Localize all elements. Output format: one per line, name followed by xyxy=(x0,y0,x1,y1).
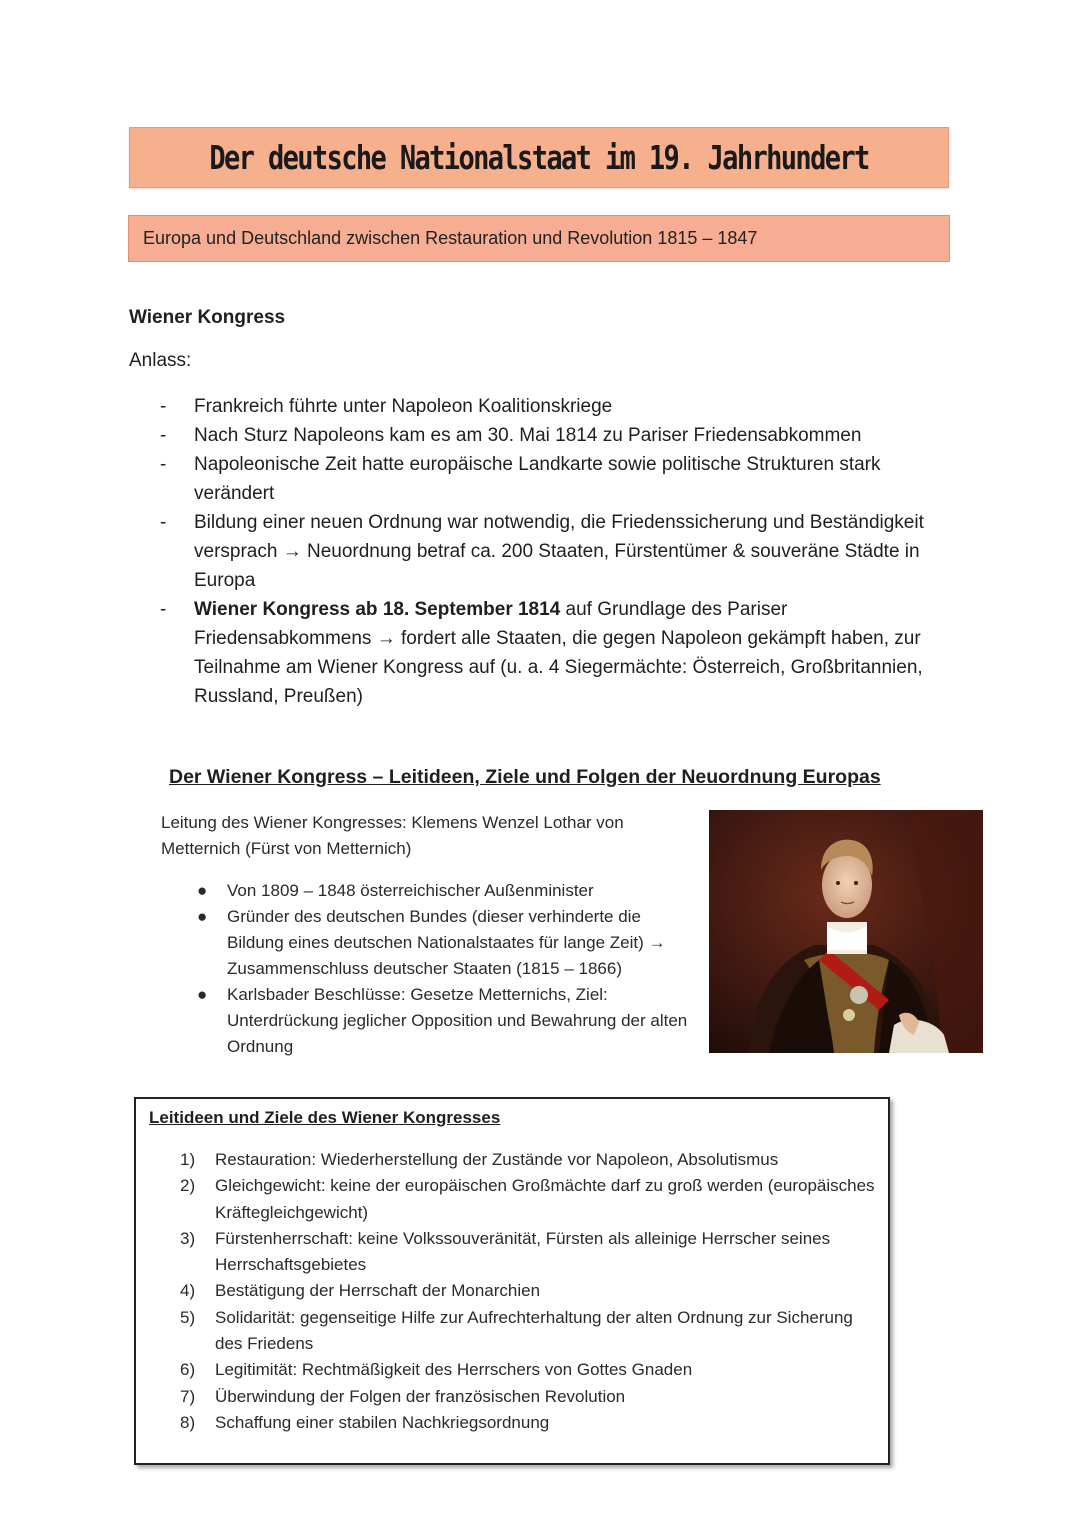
title-banner xyxy=(129,127,949,188)
list-item-text: Solidarität: gegenseitige Hilfe zur Aufrechterhaltung der alten Ordnung zur Sicherung des Friedens xyxy=(215,1307,853,1354)
leitung-text: Leitung des Wiener Kongresses: Klemens Wenzel Lothar von Metternich (Fürst von Metternich) xyxy=(161,813,624,858)
list-item-bold-text: Wiener Kongress ab 18. September 1814 xyxy=(194,599,561,620)
list-item-text: Gründer des deutschen Bundes (dieser verhinderte die Bildung eines deutschen Nationalstaates für lange Zeit) → Zusammenschluss deutscher Staaten (1815 – 1866) xyxy=(227,907,666,978)
list-item-text: Von 1809 – 1848 österreichischer Außenminister xyxy=(227,881,594,900)
list-number: 4) xyxy=(180,1281,196,1301)
page-title: Der deutsche Nationalstaat im 19. Jahrhundert xyxy=(209,138,869,177)
list-item-text: Gleichgewicht: keine der europäischen Großmächte darf zu groß werden (europäisches Kräftegleichgewicht) xyxy=(215,1176,875,1222)
list-item-text: Nach Sturz Napoleons kam es am 30. Mai 1814 zu Pariser Friedensabkommen xyxy=(194,425,862,446)
list-number: 1) xyxy=(180,1150,196,1169)
dash-marker: - xyxy=(160,396,167,417)
list-item-text: Legitimität: Rechtmäßigkeit des Herrschers von Gottes Gnaden xyxy=(215,1360,693,1380)
list-item-text: Karlsbader Beschlüsse: Gesetze Metternichs, Ziel: Unterdrückung jeglicher Opposition und Bewahrung der alten Ordnung xyxy=(227,985,688,1056)
list-item xyxy=(195,982,690,1060)
list-item xyxy=(160,508,940,595)
dash-marker: - xyxy=(160,454,167,475)
bullet-icon: ● xyxy=(197,881,208,900)
page-subtitle: Europa und Deutschland zwischen Restauration und Revolution 1815 – 1847 xyxy=(143,228,758,248)
list-item xyxy=(160,392,940,421)
list-item xyxy=(160,595,940,711)
list-item-text: Schaffung einer stabilen Nachkriegsordnung xyxy=(215,1412,550,1432)
list-item-text: Fürstenherrschaft: keine Volkssouveränität, Fürsten als alleinige Herrscher seines Herrschaftsgebietes xyxy=(215,1228,831,1275)
list-number: 3) xyxy=(180,1228,196,1248)
list-item xyxy=(180,1410,880,1436)
list-item xyxy=(180,1173,880,1226)
list-item xyxy=(160,421,940,450)
list-number: 7) xyxy=(180,1386,196,1406)
list-item-text: auf Grundlage des Pariser Friedensabkommens → fordert alle Staaten, die gegen Napoleon gekämpft haben, zur Teilnahme am Wiener Kongress auf (u. a. 4 Siegermächte: Österreich, Großbritannien, Russland, Preußen) xyxy=(194,599,923,707)
anlass-label: Anlass: xyxy=(129,350,192,371)
list-number: 6) xyxy=(180,1360,196,1380)
list-item-text: Bestätigung der Herrschaft der Monarchien xyxy=(215,1281,541,1301)
list-number: 8) xyxy=(180,1412,196,1432)
list-item xyxy=(180,1278,880,1304)
subtitle-banner xyxy=(128,215,950,262)
list-item-text: Frankreich führte unter Napoleon Koalitionskriege xyxy=(194,396,613,417)
list-number: 5) xyxy=(180,1307,196,1327)
goals-box xyxy=(134,1097,890,1465)
list-item xyxy=(180,1384,880,1410)
list-item xyxy=(180,1226,880,1279)
metternich-portrait xyxy=(709,810,983,1053)
dash-marker: - xyxy=(160,599,167,620)
list-item-text: Bildung einer neuen Ordnung war notwendig, die Friedenssicherung und Beständigkeit versprach → Neuordnung betraf ca. 200 Staaten, Fürstentümer & souveräne Städte in Europa xyxy=(194,512,924,591)
metternich-list xyxy=(195,878,690,1060)
list-item xyxy=(180,1357,880,1383)
list-item xyxy=(195,878,690,904)
list-item xyxy=(195,904,690,982)
dash-marker: - xyxy=(160,512,167,533)
section-heading-leitideen: Der Wiener Kongress – Leitideen, Ziele und Folgen der Neuordnung Europas xyxy=(169,766,881,788)
anlass-list xyxy=(160,392,940,711)
bullet-icon: ● xyxy=(197,907,208,926)
goals-box-title: Leitideen und Ziele des Wiener Kongresses xyxy=(149,1108,501,1127)
list-number: 2) xyxy=(180,1176,196,1196)
section-heading-wiener-kongress: Wiener Kongress xyxy=(129,307,286,328)
list-item-text: Restauration: Wiederherstellung der Zustände vor Napoleon, Absolutismus xyxy=(215,1150,779,1169)
list-item-text: Überwindung der Folgen der französischen Revolution xyxy=(215,1386,626,1406)
list-item-text: Napoleonische Zeit hatte europäische Landkarte sowie politische Strukturen stark verändert xyxy=(194,454,881,504)
list-item xyxy=(160,450,940,508)
list-item xyxy=(180,1305,880,1358)
goals-list xyxy=(180,1147,880,1436)
bullet-icon: ● xyxy=(197,985,208,1004)
dash-marker: - xyxy=(160,425,167,446)
list-item xyxy=(180,1147,880,1173)
